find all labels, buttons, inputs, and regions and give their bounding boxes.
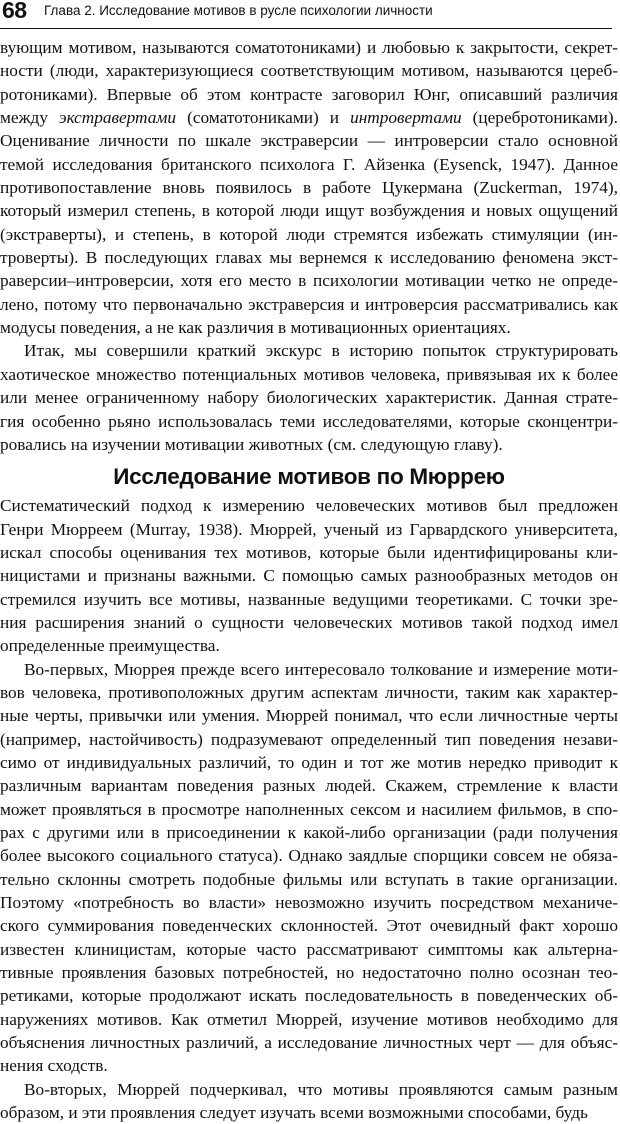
paragraph-5 <box>0 1078 618 1124</box>
text-line: симо от индивидуальных различий, то один и тот же мотив нередко приводит <box>0 752 603 772</box>
text-line: Оценивание личности по шкале экстраверсии — интроверсии стало основной <box>0 131 618 151</box>
page-number: 68 <box>2 0 27 23</box>
text-line: хаотическое множество потенциальных мотивов человека, привязывая их к более <box>0 364 618 384</box>
text-line: тельно склонны смотреть подобные фильмы или вступать в такие организации. <box>0 869 618 889</box>
text-line: вов человека, противоположных другим аспектам личности, таким как характер- <box>0 682 618 702</box>
text-line: объяснения личностных различий, а исследование личностных черт — для объяс- <box>0 1033 618 1053</box>
text-line: гия особенно рьяно использовалась теми исследователями, которые сконцентри- <box>0 411 618 431</box>
text-line: Генри Мюрреем (Murray, 1938). Мюррей, ученый из Гарвардского университета, <box>0 519 618 539</box>
section-heading: Исследование мотивов по Мюррею <box>113 464 505 490</box>
text-line: более высокого социального статуса). Однако заядлые спорщики совсем не обяза- <box>0 846 618 866</box>
text-line: модусы поведения, а не как различия в мотивационных ориентациях. <box>0 318 511 338</box>
text-line: Во-первых, Мюррея прежде всего интересовало толкование и измерение моти- <box>24 659 618 679</box>
text-line: (церебротониками). <box>461 108 618 128</box>
text-line: или менее ограниченному набору биологических характеристик. Данная страте- <box>0 388 618 408</box>
text-line: (например, настойчивость) подразумевают определенный тип поведения незави- <box>0 729 618 749</box>
emphasis-introverts: интровертами <box>350 108 462 128</box>
text-line: образом, и эти проявления следует изучать всеми возможными способами, будь <box>0 1103 588 1123</box>
text-line: стремился изучить все мотивы, названные ведущими теоретиками. С точки зре- <box>0 589 618 609</box>
text-line: Поэтому «потребность во власти» невозможно изучить посредством механиче- <box>0 893 618 913</box>
text-line: ницистами и признаны важными. С помощью самых разнообразных методов он <box>0 566 618 586</box>
emphasis-extraverts: экстравертами <box>59 108 177 128</box>
text-line: Систематический подход к измерению человеческих мотивов был предложен <box>0 496 618 516</box>
text-line: противопоставление вновь появилось в работе Цукермана (Zuckerman, 1974), <box>0 178 618 198</box>
text-line: (соматотониками) и <box>176 108 351 128</box>
text-line: троверты). В последующих главах мы вернемся к исследованию феномена экст- <box>0 248 618 268</box>
text-line: известен клиницистам, которые часто рассматривают симптомы как альтерна- <box>0 939 618 959</box>
text-line: вующим мотивом, называются соматотониками) и любовью к закрытости, секрет- <box>0 38 618 57</box>
paragraph-2 <box>0 339 618 456</box>
text-line: искал способы оценивания тех мотивов, которые были идентифицированы кли- <box>0 542 618 562</box>
paragraph-4 <box>0 658 618 1078</box>
text-line: Во-вторых, Мюррей подчеркивал, что мотивы проявляются самым разным <box>24 1079 618 1099</box>
text-line: ретиками, которые продолжают искать последовательность в поведенческих об- <box>0 986 618 1006</box>
text-line: ского суммирования поведенческих склонностей. Этот очевидный факт хорошо <box>0 916 618 936</box>
text-line: темой исследования британского психолога Г. Айзенка (Eysenck, 1947). Данное <box>0 154 618 174</box>
paragraph-3 <box>0 494 618 657</box>
text-line: между <box>0 108 59 128</box>
text-line: Итак, мы совершили краткий экскурс в историю попыток структурировать <box>24 341 618 361</box>
text-line: ровались на изучении мотивации животных (см. следующую главу). <box>0 434 503 454</box>
text-line: может проявляться в просмотре наполненных сексом и насилием фильмов, в спо- <box>0 799 618 819</box>
body-text <box>0 36 618 1124</box>
page-header <box>0 0 612 29</box>
paragraph-1 <box>0 36 618 339</box>
text-line: нения сходств. <box>0 1056 108 1076</box>
text-line: наружениях мотивов. Как отметил Мюррей, изучение мотивов необходимо для <box>0 1009 618 1029</box>
text-line: ротониками). Впервые об этом контрасте заговорил Юнг, описавший различия <box>0 84 618 104</box>
text-line: раверсии–интроверсии, хотя его место в психологии мотивации четко не опреде- <box>0 271 618 291</box>
text-line: рах с другими или в присоединении к какой-либо организации (ради получения <box>0 823 618 842</box>
text-line: ные черты, привычки или умения. Мюррей понимал, что если личностные черты <box>0 706 618 726</box>
text-line: ния расширения знаний о сущности человеческих мотивов такой подход имел <box>0 612 618 632</box>
text-line: лено, потому что первоначально экстраверсия и интроверсия рассматривались как <box>0 294 618 314</box>
text-line: к различным вариантам поведения разных людей. Скажем, стремление к власти <box>0 752 619 796</box>
text-line: (экстраверты), и степень, в которой люди стремятся избежать стимуляции (ин- <box>0 224 618 244</box>
text-line: тивные проявления базовых потребностей, но недостаточно полно осознан тео- <box>0 963 618 983</box>
text-line: который измерил степень, в которой люди ищут возбуждения и новых ощущений <box>0 201 618 221</box>
text-line: ности (люди, характеризующиеся соответствующим мотивом, называются цереб- <box>0 61 618 81</box>
running-title: Глава 2. Исследование мотивов в русле психологии личности <box>44 3 433 18</box>
text-line: определенные преимущества. <box>0 636 220 656</box>
